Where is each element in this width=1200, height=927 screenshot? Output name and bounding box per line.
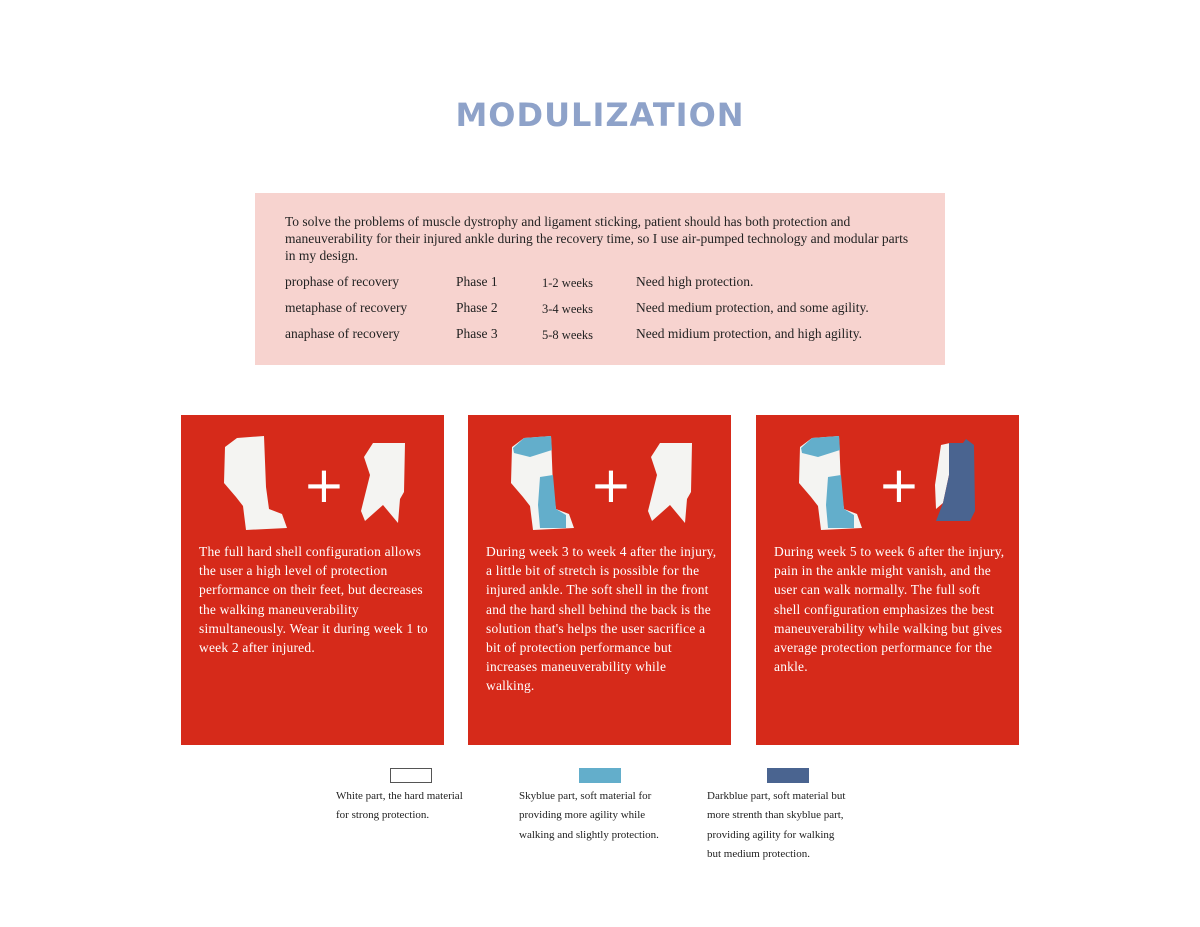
legend-swatch-skyblue xyxy=(579,768,621,783)
back-shell-hard xyxy=(648,443,692,523)
legend-line: for strong protection. xyxy=(336,809,430,822)
legend-item-white xyxy=(336,787,463,826)
legend-swatch-white xyxy=(390,768,432,783)
legend-line: Skyblue part, soft material for xyxy=(519,790,652,802)
front-shell-soft-side xyxy=(538,475,566,528)
legend-line: more strenth than skyblue part, xyxy=(707,809,844,822)
back-shell-hard xyxy=(361,443,405,523)
phase-need: Need medium protection, and some agility. xyxy=(636,300,869,315)
config-card-soft-shell xyxy=(756,415,1019,745)
legend-line: walking and slightly protection. xyxy=(519,828,659,841)
card-description: During week 5 to week 6 after the injury, pain in the ankle might vanish, and the user can walk normally. The full soft shell configuration emphasizes the best maneuverability while walking but gives average protection performance for the ankle. xyxy=(774,544,1005,675)
phase-stage: metaphase of recovery xyxy=(285,300,408,315)
legend-item-darkblue xyxy=(707,787,845,864)
phase-row xyxy=(285,326,921,352)
page-title: MODULIZATION xyxy=(455,96,745,134)
config-card-mixed-shell xyxy=(468,415,731,745)
legend-line: White part, the hard material xyxy=(336,790,463,802)
phase-label: Phase 2 xyxy=(456,300,498,315)
legend-swatch-darkblue xyxy=(767,768,809,783)
plus-sign: + xyxy=(303,456,345,514)
phase-weeks: 1-2 weeks xyxy=(542,276,594,290)
legend-line: providing agility for walking xyxy=(707,828,835,841)
phase-label: Phase 3 xyxy=(456,326,498,341)
plus-sign: + xyxy=(878,456,920,514)
phase-weeks: 5-8 weeks xyxy=(542,328,594,342)
phase-need: Need midium protection, and high agility. xyxy=(636,326,862,341)
card-description: The full hard shell configuration allows the user a high level of protection performance on their feet, but decreases the walking maneuverability simultaneously. Wear it during week 1 to week 2 after injured. xyxy=(199,544,428,656)
hard-shell-illustration xyxy=(181,415,444,540)
legend-line: providing more agility while xyxy=(519,809,646,822)
phase-weeks: 3-4 weeks xyxy=(542,302,594,316)
phase-row xyxy=(285,274,921,300)
phase-need: Need high protection. xyxy=(636,274,754,289)
intro-box xyxy=(255,193,945,365)
phase-stage: prophase of recovery xyxy=(285,274,399,289)
card-description: During week 3 to week 4 after the injury, a little bit of stretch is possible for the injured ankle. The soft shell in the front and the hard shell behind the back is the solution that's helps the user sacrifice a bit of protection performance but increases maneuverability while walking. xyxy=(486,544,717,694)
phase-row xyxy=(285,300,921,326)
front-shell-soft-side xyxy=(826,475,854,528)
intro-text: To solve the problems of muscle dystrophy and ligament sticking, patient should has both protection and maneuverability for their injured ankle during the recovery time, so I use air-pumped technology and modular parts in my design. xyxy=(285,214,909,263)
soft-shell-illustration xyxy=(756,415,1019,540)
mixed-shell-illustration xyxy=(468,415,731,540)
legend-item-skyblue xyxy=(519,787,659,845)
phase-stage: anaphase of recovery xyxy=(285,326,400,341)
phase-label: Phase 1 xyxy=(456,274,498,289)
legend-line: but medium protection. xyxy=(707,847,810,860)
legend-line: Darkblue part, soft material but xyxy=(707,790,846,802)
config-card-hard-shell xyxy=(181,415,444,745)
plus-sign: + xyxy=(590,456,632,514)
front-shell-hard xyxy=(224,436,287,530)
